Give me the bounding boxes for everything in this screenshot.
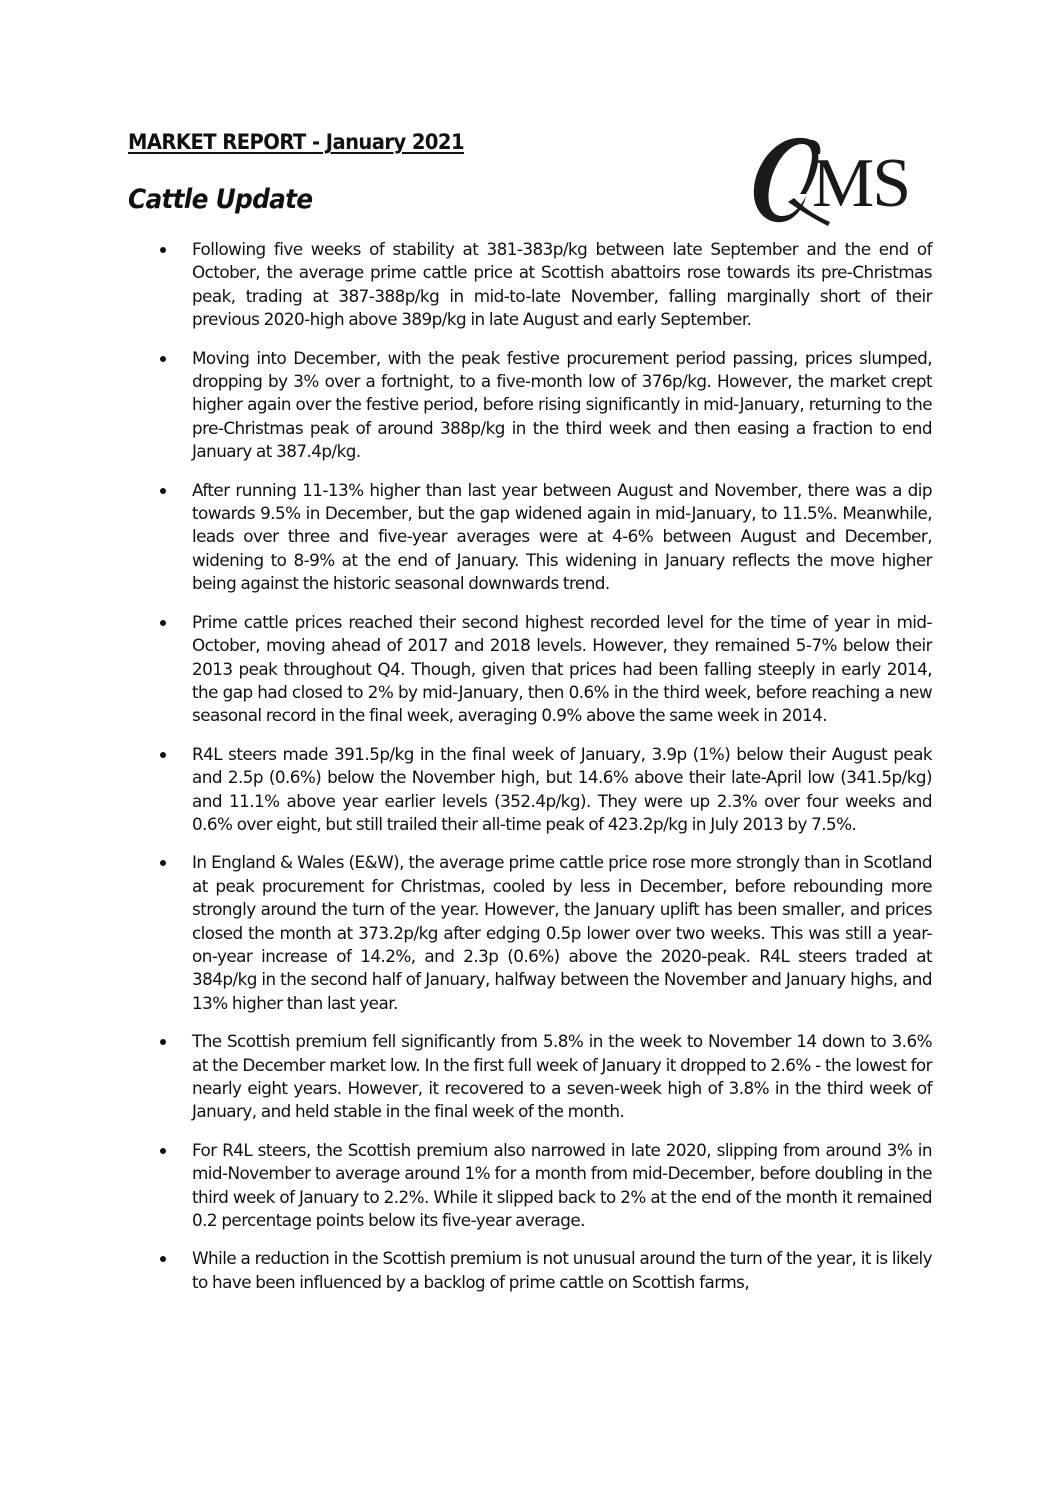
bullet-text: R4L steers made 391.5p/kg in the final week of January, 3.9p (1%) below their August peak and 2.5p (0.6%) below the November high, but 14.6% above their late-April low (341.5p/kg) and 11.1% above year earlier levels (352.4p/kg). They were up 2.3% over four weeks and 0.6% over eight, but still trailed their all-time peak of 423.2p/kg in July 2013 by 7.5%. (192, 743, 932, 834)
bullet-item (160, 611, 932, 728)
bullet-text: After running 11-13% higher than last year between August and November, there was a dip towards 9.5% in December, but the gap widened again in mid-January, to 11.5%. Meanwhile, leads over three and five-year averages were at 4-6% between August and December, widening to 8-9% at the end of January. This widening in January reflects the move higher being against the historic seasonal downwards trend. (192, 479, 932, 594)
bullet-item (160, 347, 932, 464)
bullet-icon (160, 1148, 166, 1154)
bullet-text: Moving into December, with the peak festive procurement period passing, prices slumped, dropping by 3% over a fortnight, to a five-month low of 376p/kg. However, the market crept higher again over the festive period, before rising significantly in mid-January, returning to the pre-Christmas peak of around 388p/kg in the third week and then easing a fraction to end January at 387.4p/kg. (192, 347, 932, 462)
bullet-text: The Scottish premium fell significantly from 5.8% in the week to November 14 down to 3.6% at the December market low. In the first full week of January it dropped to 2.6% - the lowest for nearly eight years. However, it recovered to a seven-week high of 3.8% in the third week of January, and held stable in the final week of the month. (192, 1031, 932, 1122)
bullet-icon (160, 356, 166, 362)
bullet-item (160, 1030, 932, 1124)
logo-letters-ms: MS (812, 145, 910, 222)
bullet-icon (160, 620, 166, 626)
bullet-item (160, 851, 932, 1015)
bullet-icon (160, 488, 166, 494)
bullet-item (160, 479, 932, 596)
bullet-text: In England & Wales (E&W), the average prime cattle price rose more strongly than in Scotland at peak procurement for Christmas, cooled by less in December, before rebounding more strongly around the turn of the year. However, the January uplift has been smaller, and prices closed the month at 373.2p/kg after edging 0.5p lower over two weeks. This was still a year-on-year increase of 14.2%, and 2.3p (0.6%) above the 2020-peak. R4L steers traded at 384p/kg in the second half of January, halfway between the November and January highs, and 13% higher than last year. (192, 852, 932, 1013)
bullet-text: Following five weeks of stability at 381-383p/kg between late September and the end of October, the average prime cattle price at Scottish abattoirs rose towards its pre-Christmas peak, trading at 387-388p/kg in mid-to-late November, falling marginally short of their previous 2020-high above 389p/kg in late August and early September. (192, 239, 932, 330)
bullet-item (160, 238, 932, 332)
bullet-icon (160, 752, 166, 758)
report-title: MARKET REPORT - January 2021 (128, 130, 465, 154)
section-title: Cattle Update (128, 184, 313, 215)
bullet-text: While a reduction in the Scottish premium is not unusual around the turn of the year, it is likely to have been influenced by a backlog of prime cattle on Scottish farms, (192, 1248, 932, 1292)
bullet-icon (160, 860, 166, 866)
bullet-item (160, 1247, 932, 1294)
bullet-item (160, 743, 932, 837)
bullet-text: Prime cattle prices reached their second highest recorded level for the time of year in mid-October, moving ahead of 2017 and 2018 levels. However, they remained 5-7% below their 2013 peak throughout Q4. Though, given that prices had been falling steeply in early 2014, the gap had closed to 2% by mid-January, then 0.6% in the third week, before reaching a new seasonal record in the final week, averaging 0.9% above the same week in 2014. (192, 611, 932, 726)
bullet-text: For R4L steers, the Scottish premium also narrowed in late 2020, slipping from around 3% in mid-November to average around 1% for a month from mid-December, before doubling in the third week of January to 2.2%. While it slipped back to 2% at the end of the month it remained 0.2 percentage points below its five-year average. (192, 1139, 932, 1231)
bullet-icon (160, 247, 166, 253)
bullet-item (160, 1139, 932, 1233)
bullet-icon (160, 1256, 166, 1262)
bullet-icon (160, 1039, 166, 1045)
qms-logo-icon (748, 132, 938, 228)
bullet-list (160, 238, 932, 1309)
